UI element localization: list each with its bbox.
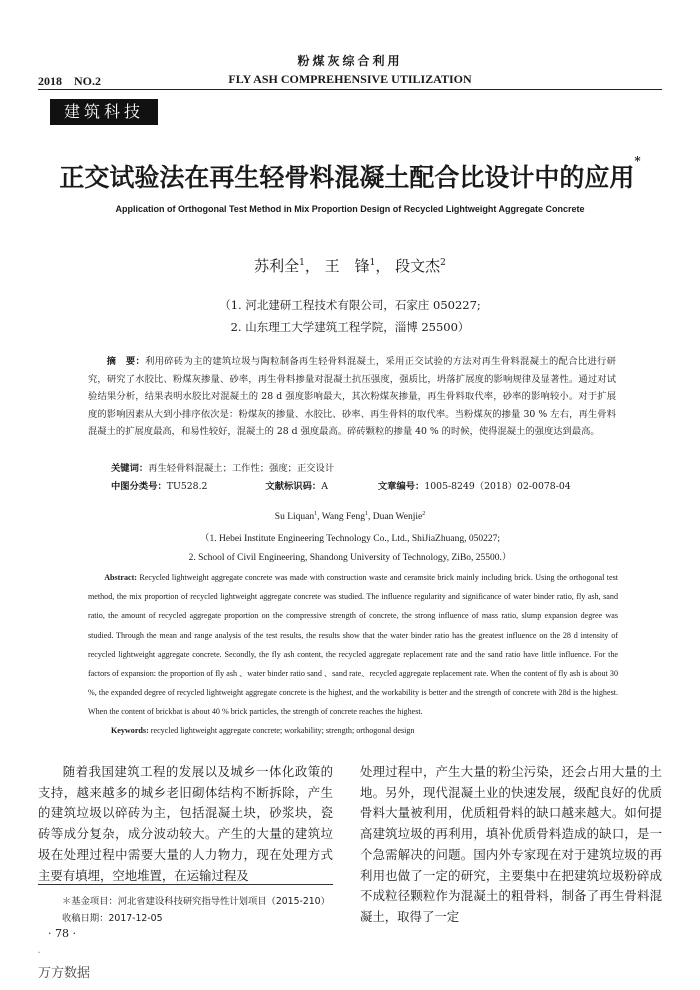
author-name-en: Su Liquan <box>274 512 315 523</box>
keywords-label: 关键词： <box>111 463 149 474</box>
keywords-cn <box>111 460 334 474</box>
footnote-received: 收稿日期：2017-12-05 <box>62 913 163 924</box>
clc-label: 中图分类号： <box>111 481 167 492</box>
issue-number: 2018 NO.2 <box>38 74 102 88</box>
clc-value: TU528.2 <box>166 481 208 492</box>
journal-name-cn: 粉煤灰综合利用 <box>297 54 403 68</box>
article-number-value: 1005-8249（2018）02-0078-04 <box>424 481 571 492</box>
abstract-text-en: Recycled lightweight aggregate concrete was made with construction waste and ceramsite brick mainly including brick. Using the orthogonal test method, the mix proportion of recycled lightweight aggregate concrete was studied. The influence regularity and significance of water binder ratio, fly ash, sand ratio, the amount of recycled aggregate proportion on the compressive strength of concrete, the strong influence of mass ratio, slump expansion degree was studied. Through the mean and range analysis of the test results, the results show that the water binder ratio has the greatest influence on the 28 d intensity of recycled lightweight aggregate concrete. Secondly, the fly ash content, the recycled aggregate replacement rate and the sand ratio have little influence. For the factors of expansion: the proportion of fly ash 、water binder ratio sand 、sand rate、recycled aggregate replacement rate. When the content of fly ash is about 30 %, the expanded degree of recycled lightweight aggregate concrete is the highest, and the workability is better and the strength of concrete with 28d is the highest. When the content of brickbat is about 40 % brick particles, the strength of concrete reaches the highest. <box>88 573 618 717</box>
article-number-label: 文章编号： <box>377 481 425 492</box>
author-affiliation-mark: 2 <box>440 258 446 268</box>
body-column-right: 处理过程中，产生大量的粉尘污染，还会占用大量的土地。另外，现代混凝土业的快速发展，级配良好的优质骨料大量被利用，优质粗骨料的缺口越来越大。如何提高建筑垃圾的再利用，填补优质骨料造成的缺口，是一个急需解决的问题。国内外专家现在对于建筑垃圾的再利用也做了一定的研究，主要集中在把建筑垃圾粉碎成不成粒径颗粒作为混凝土的粗骨料，制备了再生骨料混凝土，取得了一定 <box>360 764 662 924</box>
author-affiliation-mark: 1 <box>299 258 305 268</box>
abstract-text: 利用碎砖为主的建筑垃圾与陶粒制备再生轻骨料混凝土，采用正交试验的方法对再生骨料混凝土的配合比进行研究，研究了水胶比、粉煤灰掺量、砂率，再生骨料掺量对混凝土抗压强度，强质比，坍落扩展度的影响规律及显著性。通过对试验结果分析，结果表明水胶比对混凝土的 28 d 强度影响最大，其次粉煤灰掺量，再生骨料取代率，砂率的影响较小。对于扩展度的影响因素从大到小排序依次是：粉煤灰的掺量、水胶比、砂率、再生骨料的取代率。当粉煤灰的掺量 30 % 左右，再生骨料混凝土的扩展度最高，和易性较好，混凝土的 28 d 强度最高。碎砖颗粒的掺量 40 % 的时候，使得混凝土的强度达到最高。 <box>88 356 616 438</box>
abstract-cn <box>88 353 616 441</box>
journal-name-en: FLY ASH COMPREHENSIVE UTILIZATION <box>228 72 472 86</box>
author-name-en: Duan Wenjie <box>372 512 423 523</box>
affiliation-en: 2. School of Civil Engineering, Shandong University of Technology, ZiBo, 25500.） <box>188 553 512 563</box>
title-text: 正交试验法在再生轻骨料混凝土配合比设计中的应用 <box>59 163 635 192</box>
author-affiliation-mark: 1 <box>369 258 376 268</box>
author-affiliation-mark: 2 <box>422 511 426 517</box>
header-rule <box>38 89 662 90</box>
authors-en: Su Liquan$^1$, Wang Feng$^1$, Duan Wenjie$^2$ <box>274 511 426 523</box>
authors-cn: 苏利全$^1$， 王 锋$^1$， 段文杰$^2$ <box>254 257 446 275</box>
author-name-en: Wang Feng <box>321 512 366 523</box>
section-label: 建筑科技 <box>50 99 158 125</box>
affiliation-en: （1. Hebei Institute Engineering Technology Co., Ltd., ShiJiaZhuang, 050227; <box>200 534 500 544</box>
title-footnote-mark: * <box>634 154 641 168</box>
classification-row <box>111 478 571 492</box>
keywords-text: 再生轻骨料混凝土；工作性；强度；正交设计 <box>148 463 335 474</box>
page-number: · 78 · <box>48 927 76 940</box>
watermark-icon: ˙ <box>36 950 42 964</box>
affiliation-cn: 2. 山东理工大学建筑工程学院，淄博 25500） <box>230 320 470 334</box>
author-affiliation-mark: 1 <box>365 511 369 517</box>
doc-code-label: 文献标识码： <box>265 481 322 492</box>
abstract-label-en: Abstract: <box>104 573 138 582</box>
footnote-rule <box>38 884 333 885</box>
doc-code-value: A <box>321 481 328 492</box>
paper-title-en: Application of Orthogonal Test Method in Mix Proportion Design of Recycled Lightweight Aggregate Concrete <box>115 204 585 214</box>
abstract-label: 摘 要： <box>106 356 146 367</box>
body-column-left: 随着我国建筑工程的发展以及城乡一体化政策的支持，越来越多的城乡老旧砌体结构不断拆除，产生的建筑垃圾以碎砖为主，包括混凝土块，砂浆块，瓷砖等成分复杂，成分波动较大。产生的大量的建筑垃圾在处理过程中需要大量的人力物力，现在处理方式主要有填埋，空地堆置，在运输过程及 <box>38 764 333 883</box>
abstract-en <box>88 568 618 722</box>
keywords-label-en: Keywords: <box>111 726 149 735</box>
affiliation-cn: （1. 河北建研工程技术有限公司，石家庄 050227; <box>219 298 481 312</box>
keywords-en <box>111 726 414 735</box>
keywords-text-en: recycled lightweight aggregate concrete; workability; strength; orthogonal design <box>150 726 415 735</box>
footnote-fund: ＊基金项目：河北省建设科技研究指导性计划项目（2015-210） <box>62 896 330 907</box>
author-name: 王 锋 <box>324 257 370 275</box>
author-affiliation-mark: 1 <box>314 511 318 517</box>
watermark: 万方数据 <box>38 966 91 981</box>
author-name: 段文杰 <box>395 257 441 275</box>
paper-title-cn <box>0 154 700 194</box>
author-name: 苏利全 <box>254 257 300 275</box>
